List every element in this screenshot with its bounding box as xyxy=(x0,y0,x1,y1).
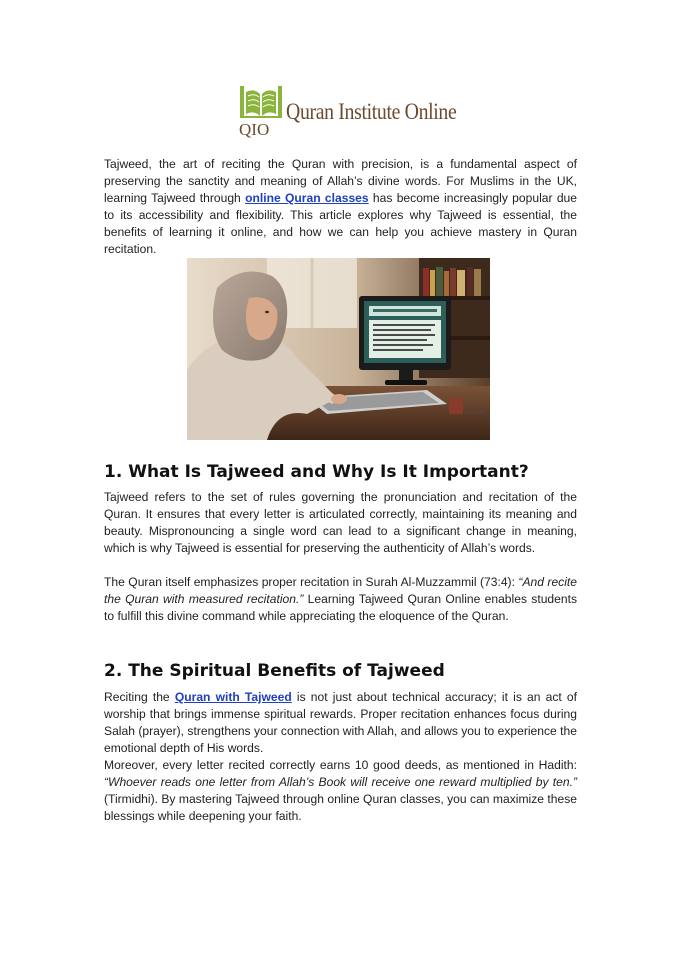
section-2-paragraph-2 xyxy=(104,757,577,825)
student-at-computer-image xyxy=(187,258,490,440)
section-2-p1-text: Reciting the xyxy=(104,690,175,704)
section-1-p2-text: The Quran itself emphasizes proper recitation in Surah Al-Muzzammil (73:4): xyxy=(104,575,519,589)
section-2-p2-rest: (Tirmidhi). By mastering Tajweed through online Quran classes, you can maximize these blessings while deepening your faith. xyxy=(104,792,577,823)
intro-text-1: Tajweed, the art of reciting the Quran with precision, is a fundamental aspect of preserving the sanctity and meaning of Allah’s divine words. For Muslims in the UK, learning Tajweed through xyxy=(104,157,577,205)
logo-monogram: QIO xyxy=(239,120,270,139)
logo-name: Quran Institute Online xyxy=(286,99,457,124)
intro-paragraph xyxy=(104,156,577,258)
section-1-heading: 1. What Is Tajweed and Why Is It Important? xyxy=(104,462,529,482)
section-2-paragraph-1 xyxy=(104,689,577,757)
intro-text-2: has become increasingly popular due to its accessibility and flexibility. This article explores why Tajweed is essential, the benefits of learning it online, and how we can help you achieve mastery in Quran recitation. xyxy=(104,191,577,256)
site-logo[interactable] xyxy=(238,82,457,140)
illustration xyxy=(187,258,490,440)
online-quran-classes-link[interactable]: online Quran classes xyxy=(245,191,369,205)
section-1-paragraph-2 xyxy=(104,574,577,625)
section-1-paragraph-1: Tajweed refers to the set of rules governing the pronunciation and recitation of the Quran. It ensures that every letter is articulated correctly, maintaining its meaning and beauty. Mispronouncing a single word can lead to a significant change in meaning, which is why Tajweed is essential for preserving the authenticity of Allah’s words. xyxy=(104,490,577,555)
section-2-p1-rest: is not just about technical accuracy; it is an act of worship that brings immense spiritual rewards. Proper recitation enhances focus during Salah (prayer), strengthens your connection with Allah, and allows you to experience the emotional depth of His words. xyxy=(104,690,577,755)
quran-with-tajweed-link[interactable]: Quran with Tajweed xyxy=(174,690,292,704)
section-1-p2-rest: Learning Tajweed Quran Online enables students to fulfill this divine command while appreciating the eloquence of the Quran. xyxy=(104,592,577,623)
quran-quote: “And recite the Quran with measured recitation.” xyxy=(104,575,578,606)
hadith-quote: “Whoever reads one letter from Allah’s Book will receive one reward multiplied by ten.” xyxy=(104,775,577,789)
section-2-heading: 2. The Spiritual Benefits of Tajweed xyxy=(104,661,445,681)
section-2-p2-text: Moreover, every letter recited correctly earns 10 good deeds, as mentioned in Hadith: xyxy=(104,758,577,772)
